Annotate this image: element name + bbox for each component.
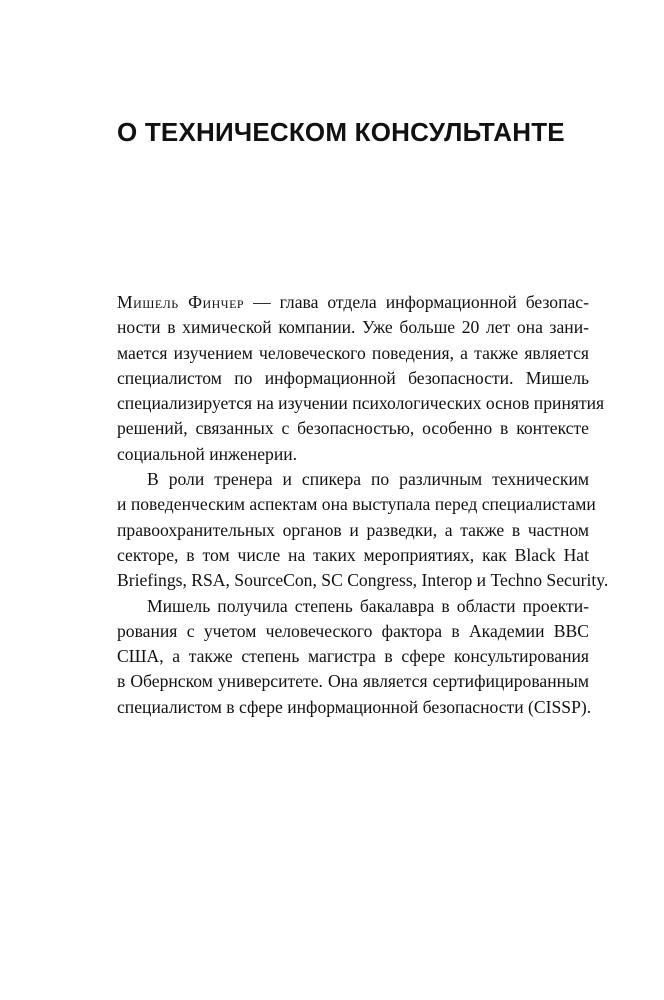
paragraph-line: мается изучением человеческого поведения, а также является xyxy=(117,342,589,363)
paragraph-line: специалистом в сфере информационной безопасности (CISSP). xyxy=(117,696,592,717)
paragraph-3 xyxy=(117,594,592,720)
paragraph-line: специализируется на изучении психологических основ принятия xyxy=(117,393,605,414)
paragraph-line: секторе, в том числе на таких мероприятиях, как Black Hat xyxy=(117,544,589,565)
paragraph-line: ности в химической компании. Уже больше 20 лет она зани- xyxy=(117,317,589,338)
paragraph-line: США, а также степень магистра в сфере консультирования xyxy=(117,646,589,667)
paragraph-line: В роли тренера и спикера по различным техническим xyxy=(147,469,589,490)
paragraph-line: решений, связанных с безопасностью, особенно в контексте xyxy=(117,418,589,439)
paragraph-2 xyxy=(117,467,609,593)
paragraph-line: в Обернском университете. Она является сертифицированным xyxy=(117,671,589,692)
paragraph-line: и поведенческим аспектам она выступала перед специалистами xyxy=(117,494,596,515)
paragraph-line: Мишель Финчер — глава отдела информационной безопас- xyxy=(117,292,589,312)
paragraph-line: специалистом по информационной безопасности. Мишель xyxy=(117,367,589,388)
paragraph-line: Мишель получила степень бакалавра в области проекти- xyxy=(147,595,589,616)
paragraph-line: правоохранительных органов и разведки, а также в частном xyxy=(117,519,589,540)
chapter-heading: О ТЕХНИЧЕСКОМ КОНСУЛЬТАНТЕ xyxy=(117,117,565,147)
author-name: Мишель Финчер xyxy=(117,292,245,312)
paragraph-line: рования с учетом человеческого фактора в Академии ВВС xyxy=(117,620,589,641)
paragraph-line: Briefings, RSA, SourceCon, SC Congress, Interop и Techno Security. xyxy=(117,570,609,591)
paragraph-1 xyxy=(117,290,605,467)
body-text xyxy=(117,290,609,720)
paragraph-line: социальной инженерии. xyxy=(117,443,298,464)
